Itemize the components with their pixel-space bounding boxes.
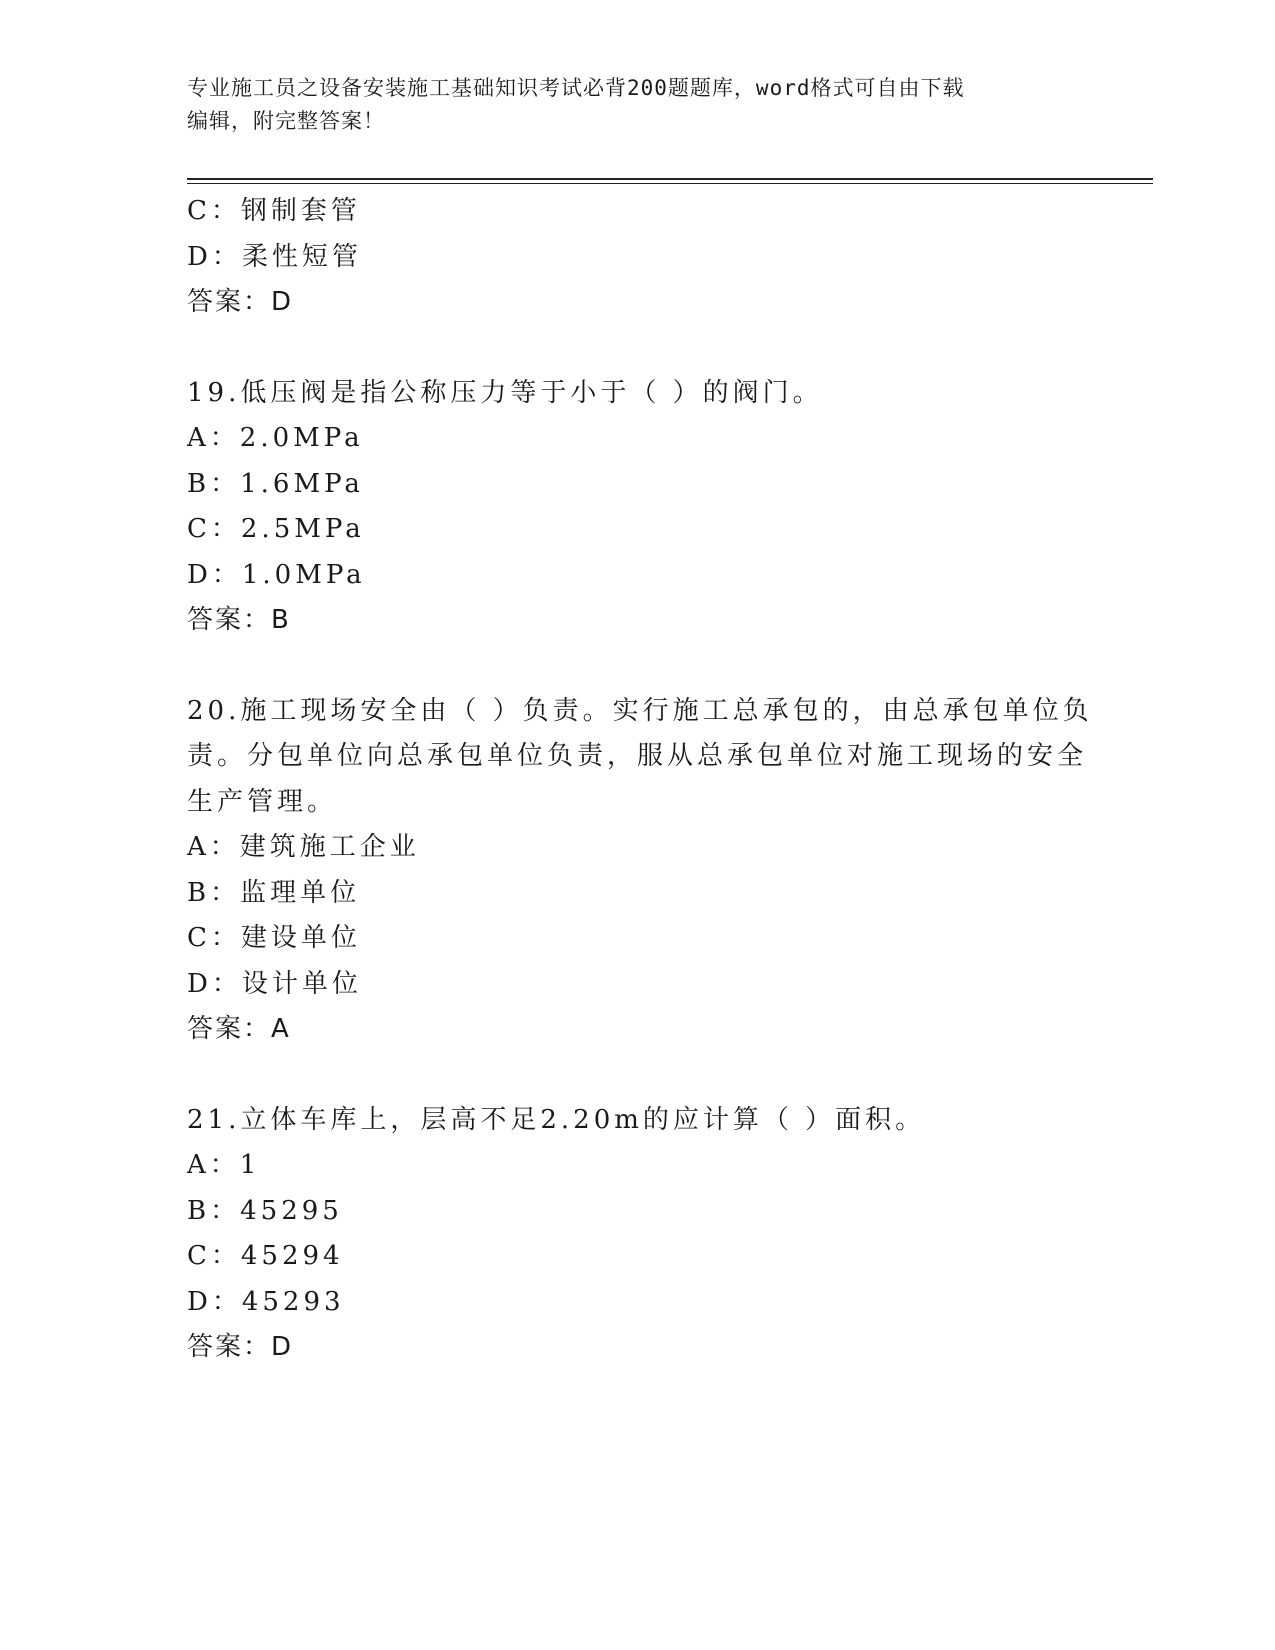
option-c: C：2.5MPa [187,514,365,544]
question-text-line-3: 生产管理。 [187,786,338,817]
question-text: 21.立体车库上，层高不足2.20m的应计算（ ）面积。 [187,1104,926,1135]
option-a: A：1 [187,1150,261,1180]
header-title-line-1: 专业施工员之设备安装施工基础知识考试必背200题题库，word格式可自由下载 [187,76,965,100]
question-block-21 [187,1098,1087,1371]
option-b: B：监理单位 [187,877,361,908]
option-d: D：45293 [187,1286,345,1317]
option-b: B：45295 [187,1195,343,1226]
option-a: A：2.0MPa [187,423,364,453]
question-block-20 [187,689,1093,1053]
header-divider-thick [187,178,1153,180]
question-list [187,189,1093,1371]
option-c: C：45294 [187,1241,344,1271]
option-a: A：建筑施工企业 [187,832,420,862]
question-text-line-2: 责。分包单位向总承包单位负责，服从总承包单位对施工现场的安全 [187,741,1088,771]
answer-line: 答案：A [187,1014,291,1044]
option-c: C：钢制套管 [187,196,361,226]
document-header [187,72,1067,138]
spacer [187,644,1087,689]
question-text-line-1: 20.施工现场安全由（ ）负责。实行施工总承包的，由总承包单位负 [187,695,1093,726]
option-b: B：1.6MPa [187,468,364,499]
question-block-18 [187,189,1087,326]
question-text: 19.低压阀是指公称压力等于小于（ ）的阀门。 [187,377,823,408]
answer-line: 答案：B [187,605,291,635]
spacer [187,326,1087,371]
header-divider-thin [187,183,1153,184]
spacer [187,1053,1087,1098]
header-title-line-2: 编辑，附完整答案！ [187,109,385,133]
option-d: D：设计单位 [187,968,362,999]
question-block-19 [187,371,1087,644]
option-d: D：1.0MPa [187,559,366,590]
answer-line: 答案：D [187,287,294,317]
answer-line: 答案：D [187,1332,294,1362]
option-d: D：柔性短管 [187,241,362,272]
option-c: C：建设单位 [187,923,361,953]
